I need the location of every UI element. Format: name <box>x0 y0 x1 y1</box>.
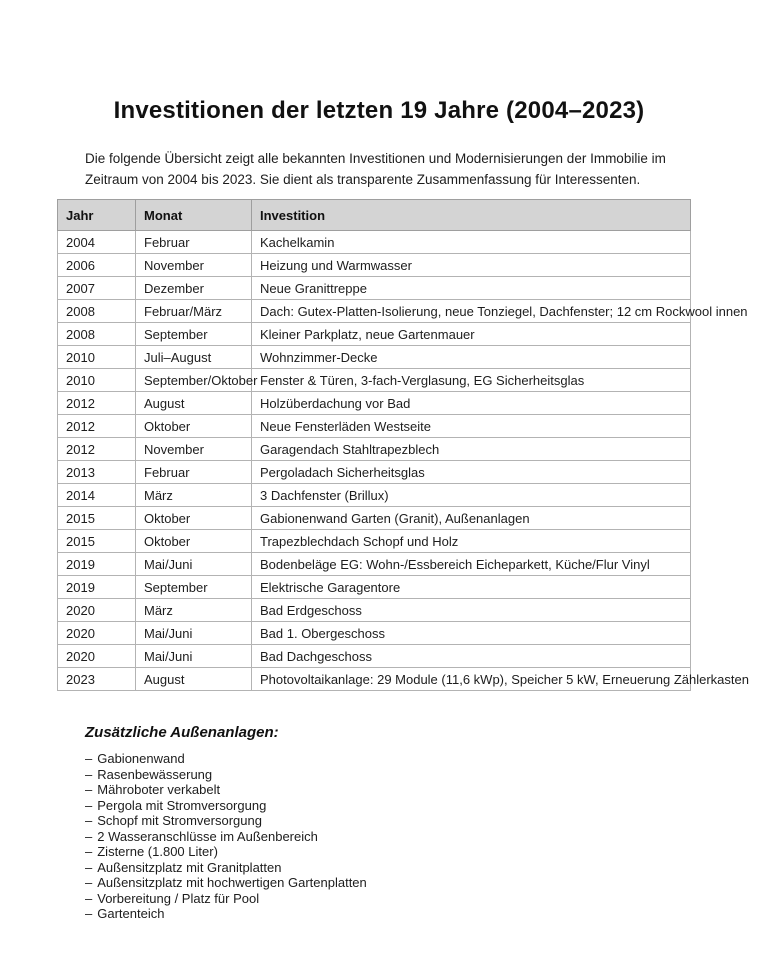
table-row <box>58 576 691 599</box>
list-item <box>85 891 758 907</box>
list-item <box>85 829 758 845</box>
table-row <box>58 438 691 461</box>
cell-month: Februar/März <box>136 300 252 323</box>
cell-year: 2012 <box>58 415 136 438</box>
cell-year: 2015 <box>58 507 136 530</box>
cell-month: Oktober <box>136 507 252 530</box>
cell-investment: Holzüberdachung vor Bad <box>252 392 691 415</box>
dash-bullet: – <box>85 797 93 813</box>
table-row <box>58 277 691 300</box>
dash-bullet: – <box>85 766 93 782</box>
cell-investment: Neue Fensterläden Westseite <box>252 415 691 438</box>
list-item-label: Außensitzplatz mit Granitplatten <box>97 859 282 875</box>
cell-investment: Heizung und Warmwasser <box>252 254 691 277</box>
extras-list <box>85 751 758 922</box>
table-row <box>58 231 691 254</box>
table-row <box>58 323 691 346</box>
cell-month: Juli–August <box>136 346 252 369</box>
cell-investment: Kachelkamin <box>252 231 691 254</box>
table-row <box>58 530 691 553</box>
cell-year: 2006 <box>58 254 136 277</box>
list-item-label: Schopf mit Stromversorgung <box>97 813 262 828</box>
cell-month: Oktober <box>136 530 252 553</box>
cell-month: September <box>136 323 252 346</box>
cell-month: Februar <box>136 461 252 484</box>
cell-year: 2015 <box>58 530 136 553</box>
cell-month: Februar <box>136 231 252 254</box>
dash-bullet: – <box>85 859 93 875</box>
cell-investment: Bad Dachgeschoss <box>252 645 691 668</box>
investment-table-body <box>58 231 749 691</box>
cell-investment: Neue Granittreppe <box>252 277 691 300</box>
list-item <box>85 767 758 783</box>
list-item <box>85 906 758 922</box>
cell-year: 2019 <box>58 576 136 599</box>
cell-year: 2004 <box>58 231 136 254</box>
list-item <box>85 844 758 860</box>
column-header-monat: Monat <box>136 200 252 231</box>
table-row <box>58 254 691 277</box>
column-header-investition: Investition <box>252 200 691 231</box>
table-row <box>58 645 691 668</box>
cell-year: 2012 <box>58 438 136 461</box>
table-row <box>58 668 691 691</box>
cell-month: Mai/Juni <box>136 645 252 668</box>
list-item <box>85 860 758 876</box>
intro-line-1: Die folgende Übersicht zeigt alle bekannten Investitionen und Modernisierungen der Immobilie im <box>85 151 666 166</box>
intro-paragraph <box>85 148 688 190</box>
cell-year: 2012 <box>58 392 136 415</box>
cell-year: 2019 <box>58 553 136 576</box>
cell-month: November <box>136 438 252 461</box>
list-item <box>85 813 758 829</box>
intro-line-2: Zeitraum von 2004 bis 2023. Sie dient als transparente Zusammenfassung für Interessenten. <box>85 172 641 187</box>
dash-bullet: – <box>85 828 93 844</box>
page-title: Investitionen der letzten 19 Jahre (2004–2023) <box>113 97 645 124</box>
cell-month: August <box>136 668 252 691</box>
cell-investment: Elektrische Garagentore <box>252 576 691 599</box>
table-row <box>58 369 691 392</box>
list-item-label: Gabionenwand <box>97 751 185 766</box>
cell-year: 2008 <box>58 300 136 323</box>
cell-month: Dezember <box>136 277 252 300</box>
dash-bullet: – <box>85 813 93 828</box>
cell-year: 2020 <box>58 599 136 622</box>
table-row <box>58 553 691 576</box>
table-row <box>58 507 691 530</box>
cell-year: 2023 <box>58 668 136 691</box>
cell-month: September <box>136 576 252 599</box>
cell-investment: Dach: Gutex-Platten-Isolierung, neue Tonziegel, Dachfenster; 12 cm Rockwool innen <box>252 300 691 323</box>
table-row <box>58 622 691 645</box>
cell-investment: Fenster & Türen, 3-fach-Verglasung, EG Sicherheitsglas <box>252 369 691 392</box>
dash-bullet: – <box>85 751 93 766</box>
cell-investment: Bad Erdgeschoss <box>252 599 691 622</box>
cell-investment: 3 Dachfenster (Brillux) <box>252 484 691 507</box>
list-item-label: Mähroboter verkabelt <box>97 782 221 797</box>
cell-month: Oktober <box>136 415 252 438</box>
table-row <box>58 392 691 415</box>
cell-investment: Photovoltaikanlage: 29 Module (11,6 kWp), Speicher 5 kW, Erneuerung Zählerkasten <box>252 668 691 691</box>
cell-investment: Kleiner Parkplatz, neue Gartenmauer <box>252 323 691 346</box>
dash-bullet: – <box>85 844 93 859</box>
cell-month: September/Oktober <box>136 369 252 392</box>
cell-month: Mai/Juni <box>136 553 252 576</box>
cell-year: 2014 <box>58 484 136 507</box>
cell-month: März <box>136 599 252 622</box>
cell-investment: Pergoladach Sicherheitsglas <box>252 461 691 484</box>
list-item <box>85 782 758 798</box>
table-header-row <box>58 200 691 231</box>
list-item-label: 2 Wasseranschlüsse im Außenbereich <box>97 828 318 844</box>
list-item-label: Gartenteich <box>97 906 165 921</box>
cell-year: 2008 <box>58 323 136 346</box>
list-item-label: Vorbereitung / Platz für Pool <box>97 890 260 906</box>
cell-month: Mai/Juni <box>136 622 252 645</box>
table-row <box>58 599 691 622</box>
cell-investment: Bodenbeläge EG: Wohn-/Essbereich Eicheparkett, Küche/Flur Vinyl <box>252 553 691 576</box>
cell-year: 2020 <box>58 645 136 668</box>
investment-table <box>57 199 749 691</box>
list-item-label: Pergola mit Stromversorgung <box>97 797 267 813</box>
table-row <box>58 461 691 484</box>
cell-investment: Trapezblechdach Schopf und Holz <box>252 530 691 553</box>
cell-investment: Wohnzimmer-Decke <box>252 346 691 369</box>
list-item <box>85 798 758 814</box>
cell-investment: Gabionenwand Garten (Granit), Außenanlagen <box>252 507 691 530</box>
list-item <box>85 751 758 767</box>
dash-bullet: – <box>85 890 93 906</box>
dash-bullet: – <box>85 906 93 921</box>
list-item-label: Rasenbewässerung <box>97 766 213 782</box>
cell-year: 2010 <box>58 346 136 369</box>
dash-bullet: – <box>85 875 93 890</box>
extras-heading: Zusätzliche Außenanlagen: <box>85 724 279 741</box>
cell-month: November <box>136 254 252 277</box>
list-item <box>85 875 758 891</box>
cell-year: 2010 <box>58 369 136 392</box>
cell-year: 2013 <box>58 461 136 484</box>
table-row <box>58 484 691 507</box>
table-row <box>58 346 691 369</box>
table-row <box>58 415 691 438</box>
cell-year: 2007 <box>58 277 136 300</box>
column-header-jahr: Jahr <box>58 200 136 231</box>
dash-bullet: – <box>85 782 93 797</box>
cell-year: 2020 <box>58 622 136 645</box>
list-item-label: Zisterne (1.800 Liter) <box>97 844 218 859</box>
cell-investment: Bad 1. Obergeschoss <box>252 622 691 645</box>
cell-investment: Garagendach Stahltrapezblech <box>252 438 691 461</box>
table-row <box>58 300 691 323</box>
list-item-label: Außensitzplatz mit hochwertigen Gartenplatten <box>97 875 367 890</box>
cell-month: August <box>136 392 252 415</box>
cell-month: März <box>136 484 252 507</box>
